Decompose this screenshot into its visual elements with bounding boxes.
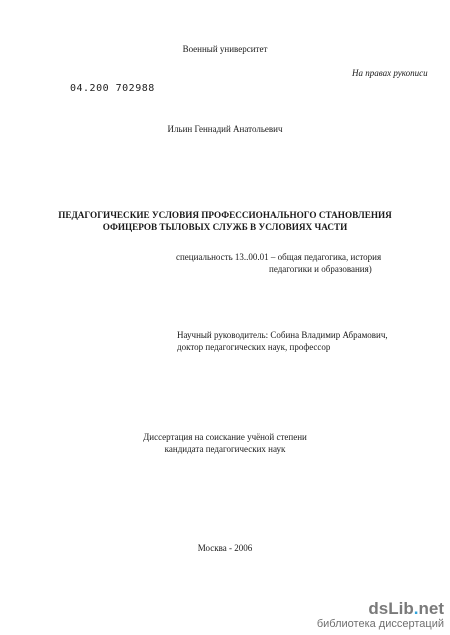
supervisor-line: доктор педагогических наук, профессор	[177, 342, 331, 352]
supervisor-info	[177, 329, 388, 353]
logo-dot: .	[413, 599, 419, 618]
logo-tld: net	[418, 599, 444, 618]
logo-main: dsLib	[368, 599, 414, 618]
degree-line: кандидата педагогических наук	[164, 444, 286, 454]
supervisor-line: Научный руководитель: Собина Владимир Абрамович,	[177, 330, 388, 340]
registration-stamp: 04.200 702988	[70, 83, 155, 94]
degree-line: Диссертация на соискание учёной степени	[143, 432, 307, 442]
manuscript-rights-note: На правах рукописи	[352, 68, 428, 78]
dissertation-title	[20, 209, 430, 233]
dslib-subtitle: библиотека диссертаций	[316, 618, 444, 630]
city-year: Москва - 2006	[197, 543, 253, 553]
degree-statement	[0, 431, 450, 455]
dslib-logo	[317, 600, 444, 618]
specialty-line: специальность 13..00.01 – общая педагогика, история	[176, 252, 382, 262]
specialty-info	[176, 251, 381, 275]
title-line: ПЕДАГОГИЧЕСКИЕ УСЛОВИЯ ПРОФЕССИОНАЛЬНОГО СТАНОВЛЕНИЯ	[58, 210, 392, 220]
author-name: Ильин Геннадий Анатольевич	[167, 124, 283, 134]
title-line: ОФИЦЕРОВ ТЫЛОВЫХ СЛУЖБ В УСЛОВИЯХ ЧАСТИ	[102, 222, 348, 232]
specialty-line: педагогики и образования)	[269, 264, 372, 274]
dslib-watermark	[317, 600, 444, 631]
institution-name: Военный университет	[182, 44, 268, 54]
